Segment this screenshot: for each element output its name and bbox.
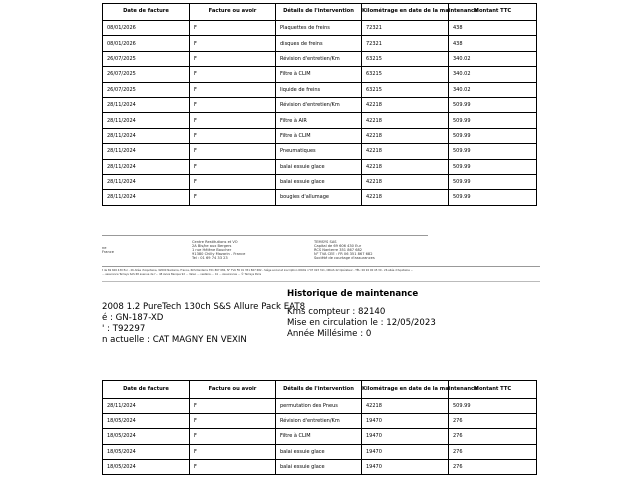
cell-mileage: 42218: [362, 128, 449, 143]
col-date: Date de facture: [103, 381, 190, 399]
cell-amount: 340.02: [449, 51, 537, 66]
history-date: Mise en circulation le : 12/05/2023: [287, 318, 436, 328]
cell-mileage: 42218: [362, 190, 449, 205]
vehicle-location: n actuelle : CAT MAGNY EN VEXIN: [102, 335, 247, 345]
table-row: [103, 128, 537, 143]
cell-mileage: 63215: [362, 51, 449, 66]
table-row: [103, 97, 537, 112]
cell-type: F: [190, 444, 276, 459]
cell-date: 26/07/2025: [103, 51, 190, 66]
cell-date: 28/11/2024: [103, 174, 190, 189]
cell-amount: 509.99: [449, 97, 537, 112]
footer-legal-line-2: ... assurance Temsys SAS 68 avenue de l'... 48 Aviva Banque 92 ... Valeo ... vestaire ... 41 ... Assurances ... © Temsys Paris: [102, 273, 262, 276]
history-title: Historique de maintenance: [287, 289, 419, 299]
cell-mileage: 19470: [362, 459, 449, 474]
cell-amount: 509.99: [449, 159, 537, 174]
cell-amount: 438: [449, 36, 537, 51]
cell-amount: 509.99: [449, 190, 537, 205]
cell-date: 28/11/2024: [103, 97, 190, 112]
cell-mileage: 63215: [362, 82, 449, 97]
cell-mileage: 19470: [362, 429, 449, 444]
cell-date: 08/01/2026: [103, 36, 190, 51]
cell-mileage: 19470: [362, 414, 449, 429]
footer-address-block: Centre Restitutions et VO 2A Bis/ke aux Bergers 1 rue Hélène Boucher 91380 Chilly Mazarin - France Tel : 01 69 74 33 23: [192, 240, 246, 260]
history-kms: Kms compteur : 82140: [287, 307, 386, 317]
history-year: Année Millésime : 0: [287, 329, 372, 339]
table-body: [103, 399, 537, 475]
cell-amount: 340.02: [449, 67, 537, 82]
cell-date: 26/07/2025: [103, 82, 190, 97]
cell-type: F: [190, 51, 276, 66]
table-header-row: [103, 4, 537, 21]
cell-date: 18/05/2024: [103, 429, 190, 444]
cell-details: balai essuie glace: [276, 159, 362, 174]
table-header-row: [103, 381, 537, 399]
cell-amount: 276: [449, 444, 537, 459]
cell-details: disques de freins: [276, 36, 362, 51]
cell-date: 26/07/2025: [103, 67, 190, 82]
cell-details: balai essuie glace: [276, 444, 362, 459]
table-row: [103, 174, 537, 189]
footer-legal-line: t de 69 606 430 Eur - 26 Allée d'Aquitaine, 92000 Nanterre, France, RCS Nanterre 351 867 682, N° TVA FR 01 351 867 682 - Siège social et inscription ORIAS n°07 023 311, ORIAS 42 Opérateur - TÉL: 06 92 00 45 30 - 26 allée d'Aquitaine ...: [102, 269, 414, 272]
cell-type: F: [190, 174, 276, 189]
footer-divider: [102, 235, 428, 236]
cell-type: F: [190, 414, 276, 429]
vehicle-id: ' : T92297: [102, 324, 146, 334]
cell-date: 28/11/2024: [103, 399, 190, 414]
cell-details: Révision d'entretien/Km: [276, 414, 362, 429]
footer-divider-2: [102, 266, 540, 267]
cell-details: bougies d'allumage: [276, 190, 362, 205]
col-amount: Montant TTC: [449, 4, 537, 21]
cell-type: F: [190, 67, 276, 82]
cell-type: F: [190, 429, 276, 444]
table-row: [103, 82, 537, 97]
table-row: [103, 429, 537, 444]
cell-type: F: [190, 159, 276, 174]
cell-date: 28/11/2024: [103, 144, 190, 159]
cell-details: Révision d'entretien/Km: [276, 97, 362, 112]
col-type: Facture ou avoir: [190, 381, 276, 399]
table-row: [103, 414, 537, 429]
cell-type: F: [190, 36, 276, 51]
col-type: Facture ou avoir: [190, 4, 276, 21]
cell-amount: 276: [449, 429, 537, 444]
cell-type: F: [190, 190, 276, 205]
cell-date: 18/05/2024: [103, 414, 190, 429]
col-mileage: Kilométrage en date de la maintenance: [362, 381, 449, 399]
vehicle-model: 2008 1.2 PureTech 130ch S&S Allure Pack EAT8: [102, 302, 306, 312]
table-row: [103, 190, 537, 205]
cell-date: 28/11/2024: [103, 113, 190, 128]
cell-amount: 438: [449, 21, 537, 36]
cell-date: 18/05/2024: [103, 459, 190, 474]
cell-mileage: 19470: [362, 444, 449, 459]
table-row: [103, 459, 537, 474]
cell-mileage: 72321: [362, 36, 449, 51]
cell-type: F: [190, 21, 276, 36]
cell-mileage: 63215: [362, 67, 449, 82]
cell-amount: 509.99: [449, 144, 537, 159]
maintenance-table-top: [102, 3, 537, 206]
cell-details: balai essuie glace: [276, 459, 362, 474]
table-row: [103, 159, 537, 174]
cell-type: F: [190, 97, 276, 112]
cell-amount: 509.99: [449, 113, 537, 128]
cell-amount: 509.99: [449, 399, 537, 414]
cell-mileage: 72321: [362, 21, 449, 36]
cell-details: Pneumatiques: [276, 144, 362, 159]
cell-details: balai essuie glace: [276, 174, 362, 189]
table-row: [103, 113, 537, 128]
table-row: [103, 444, 537, 459]
cell-type: F: [190, 82, 276, 97]
cell-type: F: [190, 128, 276, 143]
cell-date: 28/11/2024: [103, 159, 190, 174]
footer-company-block: TEMSYS SAS Capital de 69 606 430 Eur RCS Nanterre 351 867 682 N° TVA CEE : FR 06 351 867 682 Société de courtage d'assurances: [314, 240, 375, 260]
cell-amount: 509.99: [449, 174, 537, 189]
cell-details: Plaquettes de freins: [276, 21, 362, 36]
cell-amount: 276: [449, 459, 537, 474]
col-date: Date de facture: [103, 4, 190, 21]
cell-mileage: 42218: [362, 144, 449, 159]
col-details: Détails de l'intervention: [276, 4, 362, 21]
table-row: [103, 36, 537, 51]
cell-details: liquide de freins: [276, 82, 362, 97]
cell-mileage: 42218: [362, 97, 449, 112]
vehicle-plate: é : GN-187-XD: [102, 313, 164, 323]
col-amount: Montant TTC: [449, 381, 537, 399]
table-row: [103, 144, 537, 159]
col-mileage: Kilométrage en date de la maintenance: [362, 4, 449, 21]
cell-mileage: 42218: [362, 113, 449, 128]
cell-date: 28/11/2024: [103, 128, 190, 143]
cell-type: F: [190, 459, 276, 474]
cell-mileage: 42218: [362, 159, 449, 174]
cell-details: Filtre à CLIM: [276, 67, 362, 82]
table-row: [103, 21, 537, 36]
cell-details: Filtre à CLIM: [276, 429, 362, 444]
cell-details: Filtre à AIR: [276, 113, 362, 128]
cell-amount: 509.99: [449, 128, 537, 143]
cell-details: Révision d'entretien/Km: [276, 51, 362, 66]
cell-amount: 276: [449, 414, 537, 429]
cell-date: 28/11/2024: [103, 190, 190, 205]
table-row: [103, 51, 537, 66]
cell-type: F: [190, 144, 276, 159]
cell-mileage: 42218: [362, 399, 449, 414]
cell-type: F: [190, 399, 276, 414]
table-row: [103, 399, 537, 414]
footer-left-fragment: ne France: [102, 246, 114, 254]
cell-type: F: [190, 113, 276, 128]
cell-mileage: 42218: [362, 174, 449, 189]
col-details: Détails de l'intervention: [276, 381, 362, 399]
table-body: [103, 21, 537, 206]
page-edge: [102, 281, 540, 282]
table-row: [103, 67, 537, 82]
cell-details: permutation des Pneus: [276, 399, 362, 414]
cell-details: Filtre à CLIM: [276, 128, 362, 143]
cell-date: 08/01/2026: [103, 21, 190, 36]
cell-date: 18/05/2024: [103, 444, 190, 459]
maintenance-table-bottom: [102, 380, 537, 475]
cell-amount: 340.02: [449, 82, 537, 97]
